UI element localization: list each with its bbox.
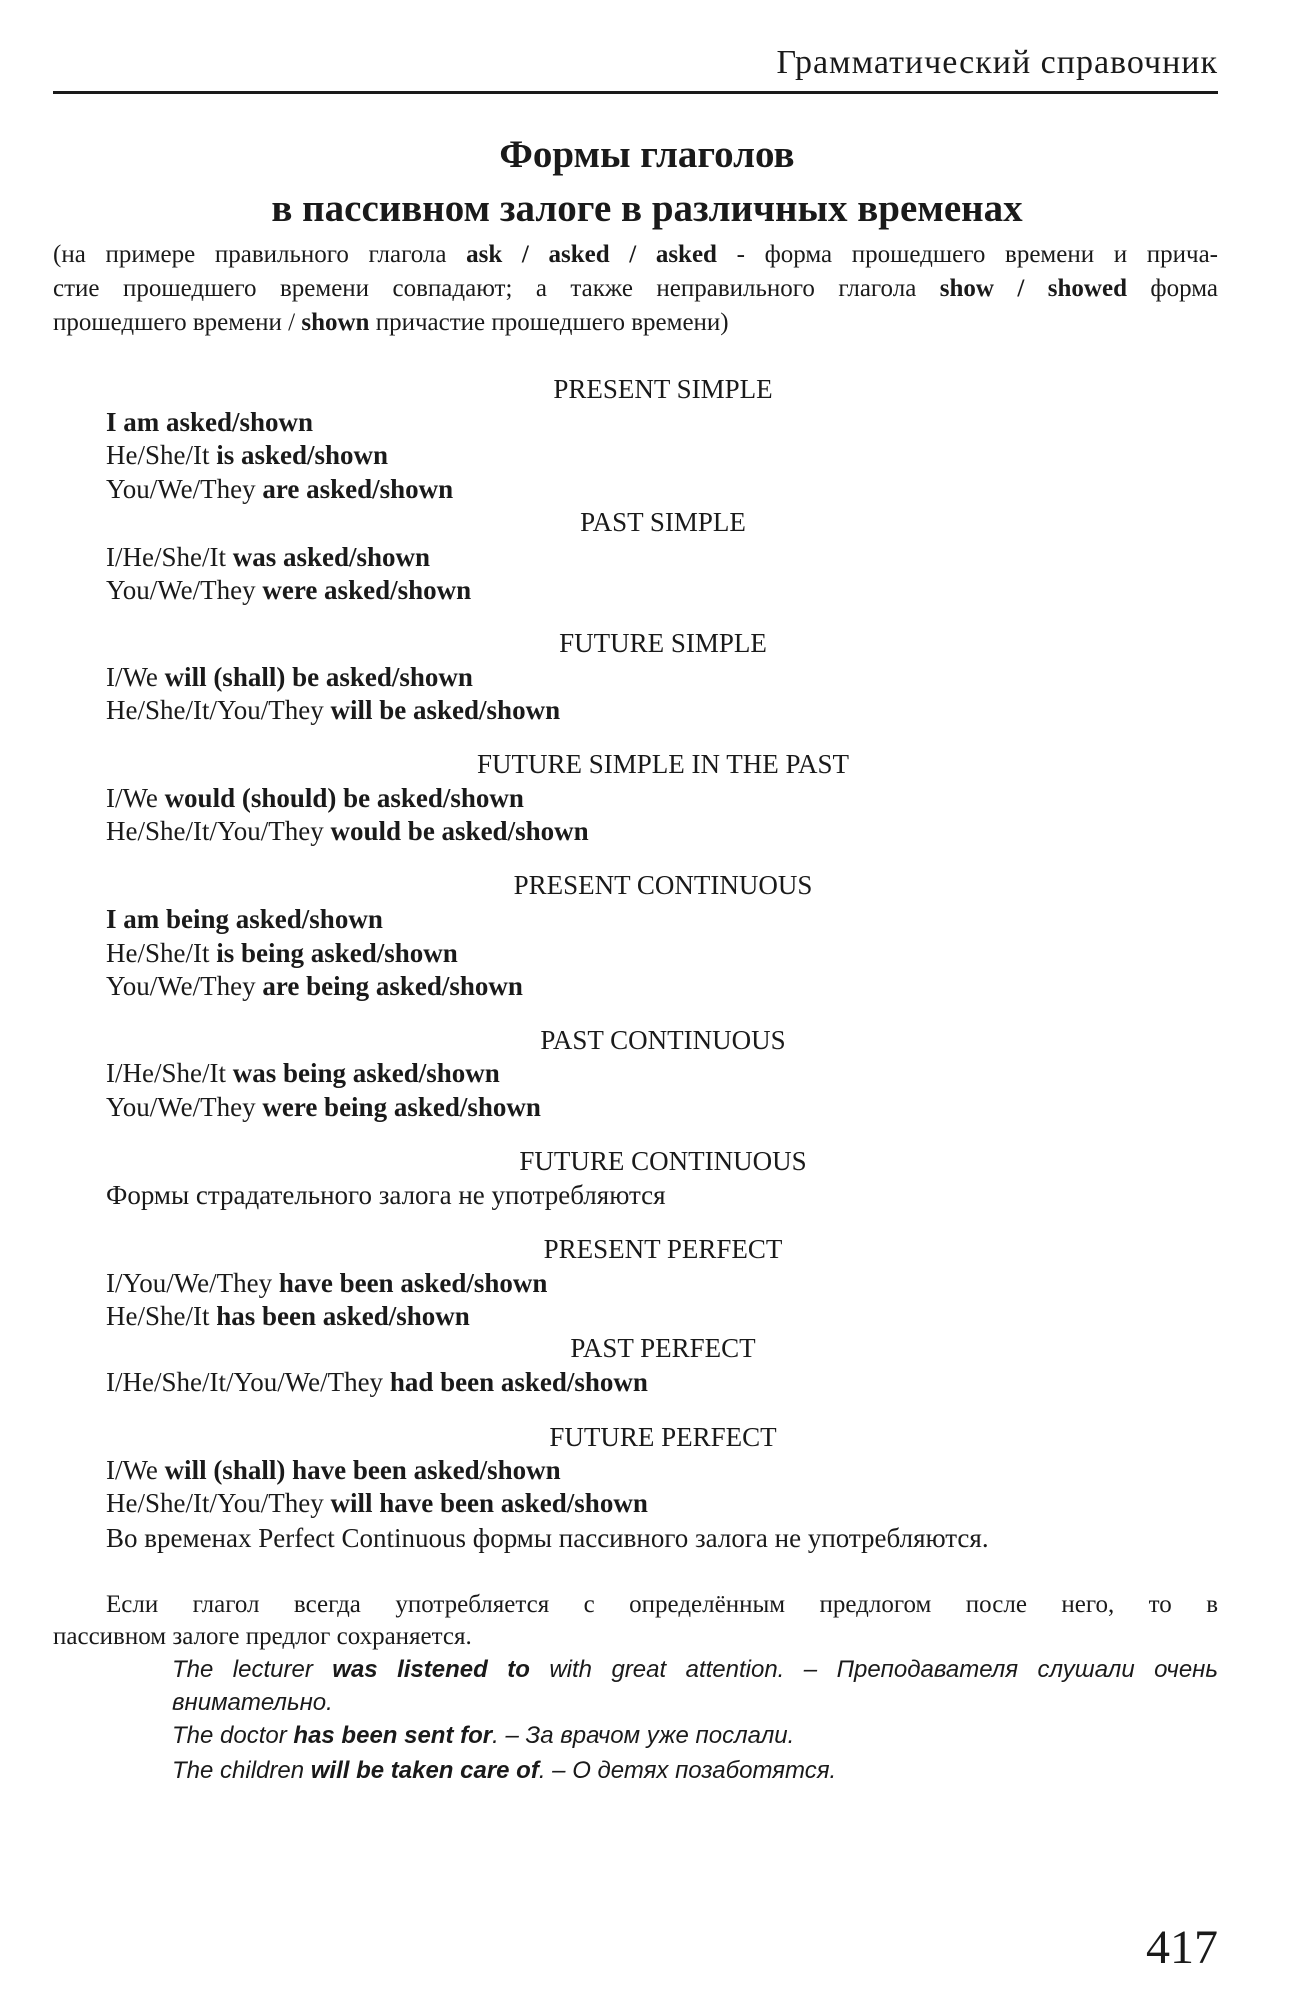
conjugation-line — [106, 693, 560, 727]
tense-heading: PRESENT SIMPLE — [553, 374, 773, 404]
bold-text: was asked/shown — [232, 542, 431, 572]
bold-text: has been sent for — [293, 1722, 493, 1749]
text: I/He/She/It — [106, 1058, 233, 1088]
bold-text: would (should) be asked/shown — [164, 783, 524, 813]
bold-text: had been asked/shown — [389, 1367, 648, 1397]
text: Во временах Perfect Continuous формы пассивного залога не употребляются. — [106, 1523, 989, 1553]
intro-line — [53, 238, 1218, 272]
tense-heading: FUTURE SIMPLE IN THE PAST — [476, 749, 850, 779]
conjugation-line — [106, 814, 589, 848]
note-line — [53, 1620, 1218, 1654]
conjugation-line — [106, 1453, 561, 1487]
text: стие прошедшего времени совпадают; а также неправильного глагола — [53, 275, 940, 302]
text: I/He/She/It/You/We/They — [106, 1367, 390, 1397]
example-line — [172, 1754, 1218, 1788]
bold-text: has been asked/shown — [216, 1301, 470, 1331]
tense-heading: PAST PERFECT — [570, 1333, 756, 1363]
text: You/We/They — [106, 575, 263, 605]
conjugation-line — [106, 1266, 547, 1300]
bold-text: will (shall) be asked/shown — [164, 662, 473, 692]
text: - форма прошедшего времени и прича- — [716, 241, 1218, 268]
text: I/We — [106, 662, 165, 692]
page-title-line-2: в пассивном залоге в различных временах — [271, 187, 1023, 230]
bold-text: will (shall) have been asked/shown — [164, 1455, 561, 1485]
bold-text: show / showed — [939, 275, 1127, 302]
bold-text: I am being asked/shown — [106, 904, 383, 934]
example-line — [172, 1653, 1218, 1687]
conjugation-line — [106, 1299, 470, 1333]
text: причастие прошедшего времени) — [369, 309, 729, 336]
example-line — [172, 1719, 1218, 1753]
tense-heading: FUTURE CONTINUOUS — [519, 1146, 807, 1176]
text: I/We — [106, 783, 165, 813]
conjugation-line — [106, 902, 383, 936]
conjugation-line — [106, 969, 523, 1003]
note-line — [106, 1588, 1218, 1622]
conjugation-line — [106, 1521, 989, 1555]
conjugation-line — [106, 1090, 541, 1124]
text: He/She/It/You/They — [106, 1488, 331, 1518]
bold-text: was being asked/shown — [232, 1058, 500, 1088]
text: The doctor — [172, 1722, 294, 1749]
text: You/We/They — [106, 971, 263, 1001]
tense-heading: PAST SIMPLE — [580, 507, 746, 537]
text: The children — [172, 1757, 311, 1784]
text: You/We/They — [106, 1092, 263, 1122]
tense-heading: PRESENT CONTINUOUS — [513, 870, 813, 900]
conjugation-line — [106, 1178, 666, 1212]
text: пассивном залоге предлог сохраняется. — [53, 1623, 472, 1650]
bold-text: have been asked/shown — [278, 1268, 548, 1298]
tense-heading: FUTURE PERFECT — [549, 1422, 777, 1452]
conjugation-line — [106, 781, 524, 815]
bold-text: ask / asked / asked — [466, 241, 717, 268]
tense-heading: PAST CONTINUOUS — [540, 1025, 786, 1055]
text: You/We/They — [106, 474, 263, 504]
bold-text: will have been asked/shown — [330, 1488, 648, 1518]
page-number: 417 — [1146, 1921, 1218, 1974]
tense-heading: PRESENT PERFECT — [543, 1234, 783, 1264]
text: внимательно. — [172, 1689, 333, 1716]
header-rule — [53, 91, 1218, 94]
text: Если глагол всегда употребляется с определённым предлогом после него, то в — [106, 1591, 1218, 1618]
text: I/He/She/It — [106, 542, 233, 572]
bold-text: are being asked/shown — [262, 971, 523, 1001]
text: He/She/It — [106, 440, 217, 470]
conjugation-line — [106, 438, 388, 472]
conjugation-line — [106, 1056, 500, 1090]
text: Формы страдательного залога не употребляются — [106, 1180, 666, 1210]
text: with great attention. – Преподавателя слушали очень — [529, 1656, 1219, 1683]
text: He/She/It/You/They — [106, 816, 331, 846]
bold-text: are asked/shown — [262, 474, 454, 504]
text: . – О детях позаботятся. — [538, 1757, 837, 1784]
bold-text: is asked/shown — [216, 440, 389, 470]
text: форма — [1126, 275, 1219, 302]
text: I/You/We/They — [106, 1268, 279, 1298]
intro-line — [53, 306, 1218, 340]
text: The lecturer — [172, 1656, 333, 1683]
running-head: Грамматический справочник — [776, 44, 1218, 81]
conjugation-line — [106, 405, 313, 439]
conjugation-line — [106, 1486, 648, 1520]
conjugation-line — [106, 540, 430, 574]
conjugation-line — [106, 936, 458, 970]
text: He/She/It/You/They — [106, 695, 331, 725]
conjugation-line — [106, 660, 473, 694]
text: . – За врачом уже послали. — [492, 1722, 795, 1749]
text: He/She/It — [106, 938, 217, 968]
bold-text: were asked/shown — [262, 575, 472, 605]
text: I/We — [106, 1455, 165, 1485]
bold-text: I am asked/shown — [106, 407, 314, 437]
tense-heading: FUTURE SIMPLE — [559, 628, 767, 658]
page-title-line-1: Формы глаголов — [499, 133, 795, 176]
conjugation-line — [106, 573, 471, 607]
example-line — [172, 1686, 1218, 1720]
intro-line — [53, 272, 1218, 306]
bold-text: will be asked/shown — [330, 695, 561, 725]
text: (на примере правильного глагола — [53, 241, 467, 268]
bold-text: is being asked/shown — [216, 938, 458, 968]
conjugation-line — [106, 472, 453, 506]
bold-text: were being asked/shown — [262, 1092, 541, 1122]
bold-text: was listened to — [332, 1656, 530, 1683]
text: прошедшего времени / — [53, 309, 302, 336]
bold-text: would be asked/shown — [330, 816, 589, 846]
bold-text: will be taken care of — [310, 1757, 539, 1784]
conjugation-line — [106, 1365, 648, 1399]
text: He/She/It — [106, 1301, 217, 1331]
bold-text: shown — [301, 309, 370, 336]
